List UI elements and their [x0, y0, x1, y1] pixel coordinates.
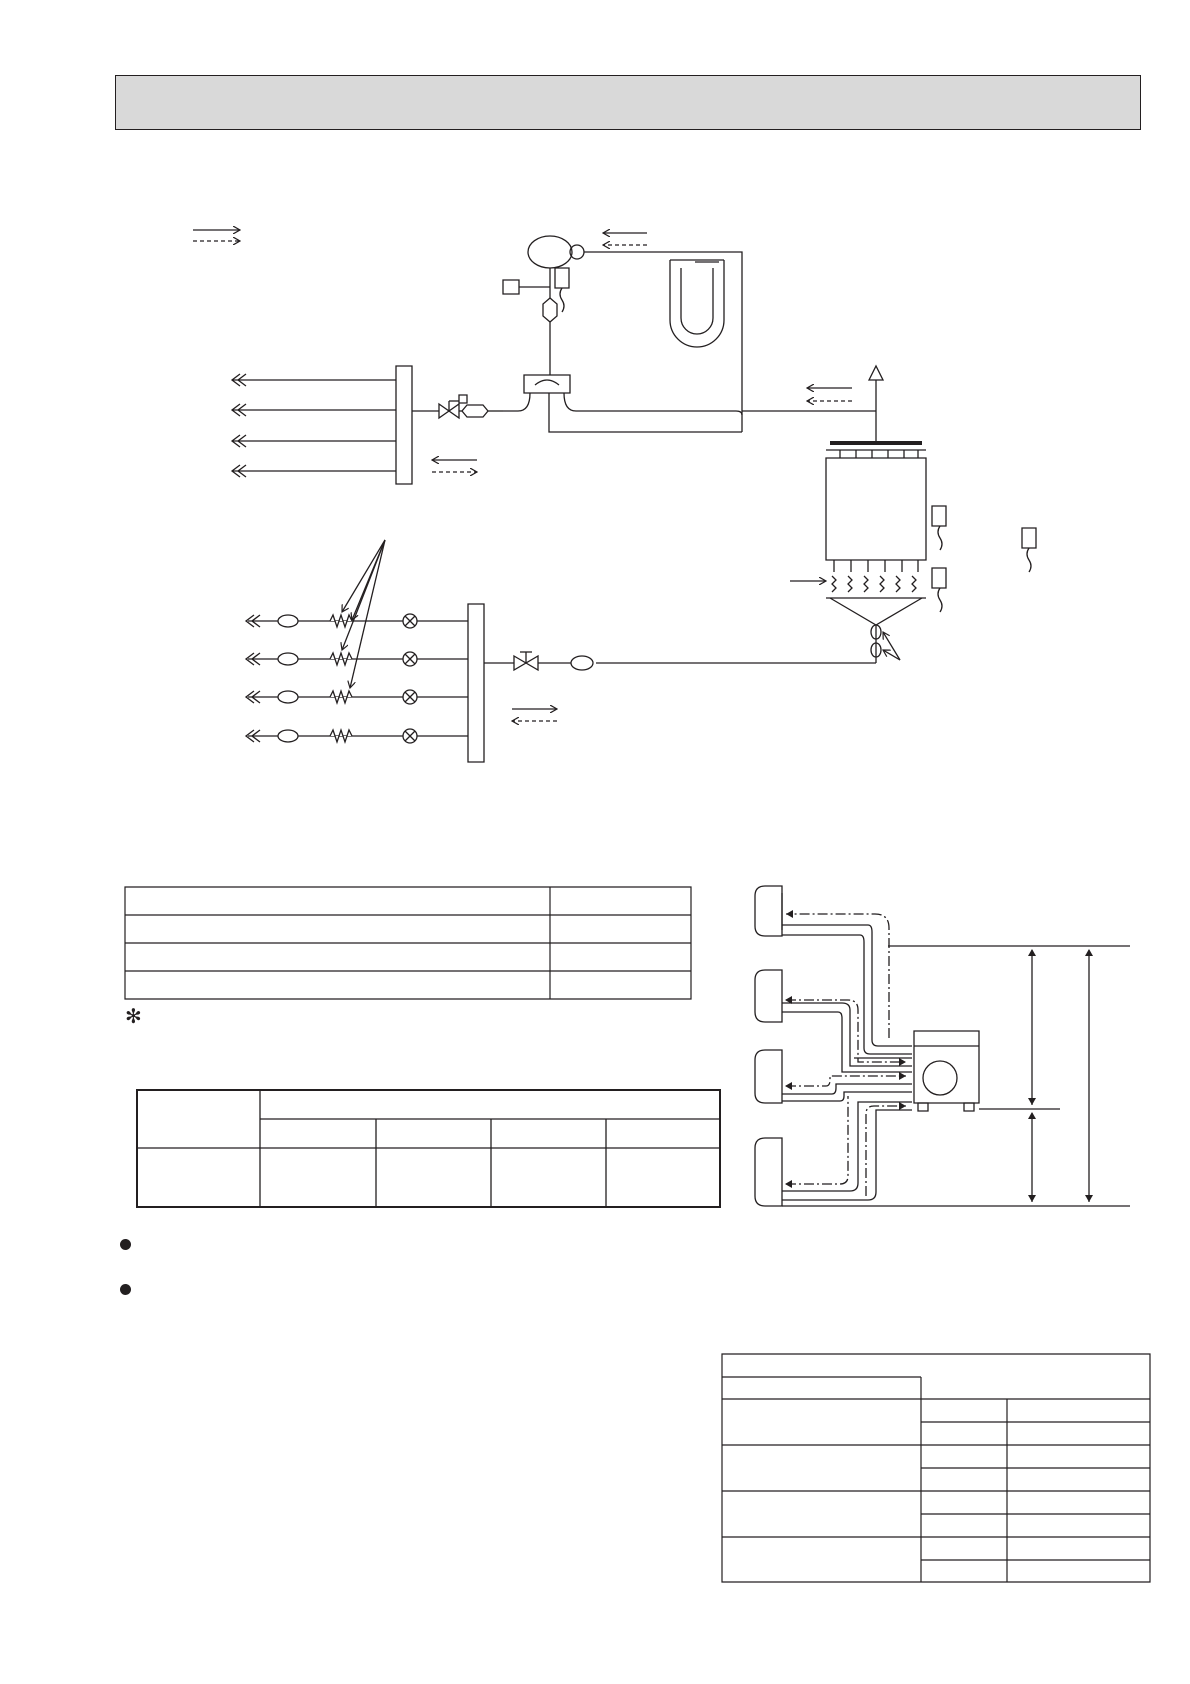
asterisk-note-icon: ✻ [125, 1004, 142, 1028]
